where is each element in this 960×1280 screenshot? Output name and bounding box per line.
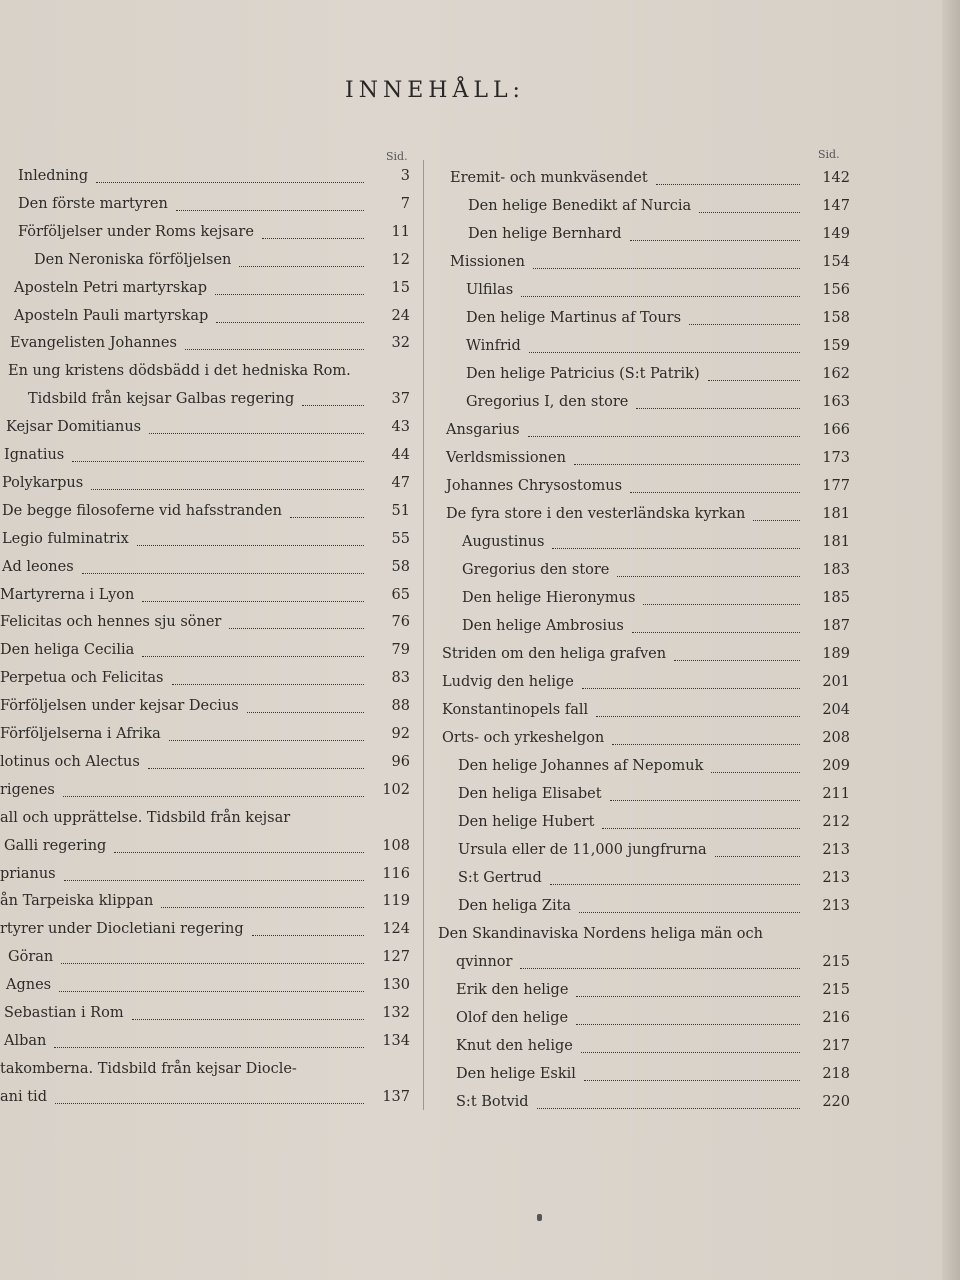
toc-entry-title: Legio fulminatrix — [2, 530, 129, 547]
toc-entry-title: Olof den helige — [456, 1010, 569, 1026]
toc-page-number: 216 — [822, 1010, 850, 1026]
toc-entry — [0, 750, 420, 776]
toc-entry-title: Missionen — [450, 254, 525, 270]
toc-entry-title: Verldsmissionen — [446, 450, 566, 466]
dot-leader — [262, 238, 364, 239]
toc-entry — [0, 1085, 420, 1111]
toc-entry — [430, 698, 870, 724]
toc-page-number: 173 — [822, 450, 850, 466]
toc-entry-title: Den helige Benedikt af Nurcia — [468, 198, 692, 214]
toc-entry — [0, 1029, 420, 1055]
toc-entry-title: Den helige Hieronymus — [462, 590, 636, 606]
dot-leader — [169, 740, 364, 741]
dot-leader — [610, 800, 800, 801]
toc-page-number: 116 — [382, 865, 410, 882]
toc-page-number: 213 — [822, 898, 850, 914]
toc-entry-title: rigenes — [0, 781, 55, 798]
toc-page-number: 183 — [822, 562, 850, 578]
toc-entry — [0, 387, 420, 413]
toc-page-number: 108 — [382, 837, 410, 854]
toc-entry — [0, 722, 420, 748]
toc-page-number: 24 — [391, 307, 410, 324]
toc-entry — [0, 304, 420, 330]
dot-leader — [602, 828, 800, 829]
toc-entry — [0, 471, 420, 497]
dot-leader — [581, 1052, 800, 1053]
toc-entry — [0, 164, 420, 190]
toc-entry-title: Den helige Ambrosius — [462, 618, 624, 634]
toc-entry-title: Förföljelserna i Afrika — [0, 726, 161, 742]
toc-entry — [430, 390, 870, 416]
dot-leader — [114, 852, 364, 853]
toc-page-number: 88 — [391, 698, 410, 715]
toc-entry-title: En ung kristens dödsbädd i det hedniska Rom. — [8, 363, 351, 380]
toc-page-number: 218 — [822, 1066, 850, 1082]
toc-page-number: 92 — [391, 726, 410, 742]
toc-page-number: 96 — [391, 753, 410, 770]
toc-entry-title: Den helige Bernhard — [468, 226, 622, 242]
toc-page-number: 212 — [822, 814, 850, 830]
toc-entry — [0, 610, 420, 636]
toc-entry — [0, 555, 420, 581]
toc-entry-title: Alban — [4, 1032, 47, 1049]
dot-leader — [172, 684, 365, 685]
toc-page-number: 65 — [391, 586, 410, 603]
toc-page-number: 32 — [391, 335, 410, 352]
toc-entry — [430, 474, 870, 500]
toc-entry-title: qvinnor — [456, 954, 513, 970]
dot-leader — [708, 380, 800, 381]
toc-entry-title: Den helige Eskil — [456, 1066, 576, 1082]
toc-entry-title: Agnes — [6, 977, 52, 994]
toc-entry-title: Winfrid — [466, 338, 521, 354]
page-title: INNEHÅLL: — [345, 78, 525, 103]
toc-entry-title: Martyrerna i Lyon — [0, 586, 135, 603]
toc-entry-title: Den heliga Zita — [458, 898, 572, 914]
dot-leader — [550, 884, 800, 885]
toc-entry-title: Ludvig den helige — [442, 674, 574, 690]
toc-entry-title: Den Skandinaviska Nordens heliga män och — [438, 926, 763, 942]
toc-entry-title: S:t Botvid — [456, 1094, 529, 1110]
toc-page-number: 181 — [822, 534, 850, 550]
dot-leader — [552, 548, 800, 549]
dot-leader — [142, 601, 364, 602]
dot-leader — [537, 1108, 800, 1109]
toc-entry — [0, 1057, 420, 1083]
toc-page-number: 102 — [382, 781, 410, 798]
toc-page-number: 147 — [822, 198, 850, 214]
toc-entry-title: Augustinus — [462, 534, 545, 550]
toc-entry — [430, 362, 870, 388]
toc-entry — [430, 558, 870, 584]
toc-page-number: 12 — [391, 251, 410, 268]
toc-entry-title: Evangelisten Johannes — [10, 335, 177, 352]
toc-page-number: 3 — [400, 168, 410, 184]
page-column-label: Sid. — [386, 150, 408, 163]
toc-entry — [430, 642, 870, 668]
dot-leader — [630, 240, 800, 241]
toc-page-number: 220 — [822, 1094, 850, 1110]
toc-page-number: 15 — [391, 279, 410, 296]
dot-leader — [521, 296, 800, 297]
toc-entry — [430, 194, 870, 220]
toc-entry — [430, 894, 870, 920]
toc-page-number: 124 — [382, 921, 410, 938]
toc-page-number: 209 — [822, 758, 850, 774]
dot-leader — [636, 408, 800, 409]
dot-leader — [574, 464, 800, 465]
toc-entry-title: Förföljelsen under kejsar Decius — [0, 698, 239, 715]
toc-entry-title: Den helige Patricius (S:t Patrik) — [466, 366, 700, 382]
toc-page-number: 181 — [822, 506, 850, 522]
toc-entry — [430, 166, 870, 192]
toc-entry-title: S:t Gertrud — [458, 870, 542, 886]
toc-entry — [430, 1006, 870, 1032]
toc-entry-title: Aposteln Petri martyrskap — [14, 279, 208, 296]
toc-entry-title: Förföljelser under Roms kejsare — [18, 223, 254, 240]
toc-entry-title: Polykarpus — [2, 474, 84, 491]
toc-entry — [430, 1090, 870, 1116]
dot-leader — [137, 545, 364, 546]
toc-entry — [0, 220, 420, 246]
toc-page-number: 137 — [382, 1088, 410, 1105]
dot-leader — [612, 744, 800, 745]
dot-leader — [533, 268, 800, 269]
toc-entry — [430, 502, 870, 528]
dot-leader — [290, 517, 364, 518]
toc-entry-title: all och upprättelse. Tidsbild från kejsar — [0, 809, 291, 826]
toc-entry — [430, 1062, 870, 1088]
dot-leader — [132, 1019, 364, 1020]
toc-entry-title: lotinus och Alectus — [0, 753, 140, 770]
toc-page-number: 132 — [382, 1005, 410, 1021]
toc-entry — [0, 443, 420, 469]
toc-entry — [0, 583, 420, 609]
toc-entry — [0, 806, 420, 832]
dot-leader — [239, 266, 364, 267]
toc-page-number: 217 — [822, 1038, 850, 1054]
toc-entry-title: Knut den helige — [456, 1038, 573, 1054]
toc-entry-title: Göran — [8, 949, 54, 966]
dot-leader — [699, 212, 800, 213]
toc-page-number: 119 — [382, 893, 410, 910]
toc-entry-title: Felicitas och hennes sju söner — [0, 614, 222, 631]
toc-page-number: 154 — [822, 254, 850, 270]
toc-entry — [430, 250, 870, 276]
toc-entry — [430, 278, 870, 304]
dot-leader — [72, 461, 364, 462]
toc-page-number: 11 — [391, 223, 410, 240]
dot-leader — [61, 963, 364, 964]
toc-page-number: 44 — [391, 447, 410, 463]
toc-entry-title: rtyrer under Diocletiani regering — [0, 921, 244, 938]
dot-leader — [54, 1047, 364, 1048]
toc-page-number: 134 — [382, 1032, 410, 1049]
dot-leader — [576, 1024, 800, 1025]
toc-entry — [430, 418, 870, 444]
toc-page-number: 204 — [822, 702, 850, 718]
toc-entry — [0, 917, 420, 943]
dot-leader — [596, 716, 800, 717]
toc-page-number: 213 — [822, 842, 850, 858]
toc-entry — [430, 838, 870, 864]
toc-entry — [0, 666, 420, 692]
toc-page-number: 187 — [822, 618, 850, 634]
toc-entry — [0, 331, 420, 357]
toc-page-number: 208 — [822, 730, 850, 746]
toc-entry — [430, 306, 870, 332]
toc-entry — [0, 192, 420, 218]
dot-leader — [149, 433, 364, 434]
toc-entry-title: Galli regering — [4, 837, 107, 854]
toc-entry — [0, 276, 420, 302]
toc-entry-title: Den helige Hubert — [458, 814, 595, 830]
toc-entry-title: Inledning — [18, 168, 89, 184]
dot-leader — [252, 935, 364, 936]
dot-leader — [528, 436, 800, 437]
dot-leader — [148, 768, 364, 769]
toc-entry — [0, 862, 420, 888]
toc-page-number: 79 — [391, 642, 410, 659]
toc-entry — [430, 530, 870, 556]
toc-page-number: 163 — [822, 394, 850, 410]
toc-page-number: 51 — [391, 502, 410, 519]
toc-entry — [0, 889, 420, 915]
toc-page-number: 156 — [822, 282, 850, 298]
toc-entry — [0, 778, 420, 804]
toc-entry-title: Konstantinopels fall — [442, 702, 589, 718]
toc-page-number: 213 — [822, 870, 850, 886]
toc-page-number: 83 — [391, 670, 410, 687]
dot-leader — [584, 1080, 800, 1081]
toc-entry — [430, 754, 870, 780]
toc-entry — [430, 334, 870, 360]
toc-entry — [430, 446, 870, 472]
toc-entry — [0, 359, 420, 385]
toc-page-number: 142 — [822, 170, 850, 186]
dot-leader — [630, 492, 800, 493]
toc-page-number: 43 — [391, 419, 410, 436]
toc-page-number: 55 — [391, 530, 410, 547]
toc-page-number: 189 — [822, 646, 850, 662]
toc-page-number: 159 — [822, 338, 850, 354]
dot-leader — [689, 324, 800, 325]
toc-page-number: 158 — [822, 310, 850, 326]
dot-leader — [161, 907, 364, 908]
toc-entry-title: De fyra store i den vesterländska kyrkan — [446, 506, 746, 522]
toc-page-number: 127 — [382, 949, 410, 966]
toc-entry-title: Den Neroniska förföljelsen — [34, 251, 232, 268]
toc-entry-title: Kejsar Domitianus — [6, 419, 142, 436]
page-edge — [942, 0, 960, 1280]
toc-entry — [430, 586, 870, 612]
toc-entry — [0, 415, 420, 441]
toc-entry — [0, 499, 420, 525]
toc-entry-title: Sebastian i Rom — [4, 1005, 124, 1021]
dot-leader — [617, 576, 800, 577]
dot-leader — [82, 573, 364, 574]
toc-entry — [430, 614, 870, 640]
toc-page-number: 201 — [822, 674, 850, 690]
page-column-label: Sid. — [818, 148, 840, 161]
toc-entry-title: Erik den helige — [456, 982, 569, 998]
dot-leader — [176, 210, 364, 211]
dot-leader — [142, 656, 364, 657]
dot-leader — [632, 632, 800, 633]
dot-leader — [582, 688, 800, 689]
toc-entry-title: ån Tarpeiska klippan — [0, 893, 154, 910]
dot-leader — [59, 991, 364, 992]
dot-leader — [91, 489, 364, 490]
toc-page-number: 37 — [391, 391, 410, 408]
dot-leader — [96, 182, 364, 183]
toc-entry — [0, 527, 420, 553]
dot-leader — [64, 880, 364, 881]
toc-entry-title: Perpetua och Felicitas — [0, 670, 164, 687]
dot-leader — [247, 712, 364, 713]
toc-entry-title: Gregorius den store — [462, 562, 610, 578]
toc-entry — [430, 782, 870, 808]
toc-page-number: 130 — [382, 977, 410, 994]
dot-leader — [302, 405, 364, 406]
toc-entry — [430, 866, 870, 892]
toc-entry-title: Johannes Chrysostomus — [446, 478, 623, 494]
dot-leader — [185, 349, 364, 350]
toc-entry — [430, 726, 870, 752]
toc-entry-title: De begge filosoferne vid hafsstranden — [2, 502, 282, 519]
toc-entry — [430, 810, 870, 836]
toc-entry-title: Gregorius I, den store — [466, 394, 629, 410]
toc-page-number: 149 — [822, 226, 850, 242]
dot-leader — [229, 628, 364, 629]
toc-entry-title: Aposteln Pauli martyrskap — [14, 307, 209, 324]
toc-page-number: 76 — [391, 614, 410, 631]
toc-page-number: 162 — [822, 366, 850, 382]
toc-entry-title: Den förste martyren — [18, 195, 168, 212]
toc-page-number: 215 — [822, 982, 850, 998]
toc-entry — [0, 1001, 420, 1027]
toc-entry-title: Ursula eller de 11,000 jungfrurna — [458, 842, 707, 858]
paper-speck — [537, 1214, 542, 1221]
dot-leader — [55, 1103, 364, 1104]
dot-leader — [216, 322, 364, 323]
toc-entry-title: Den helige Johannes af Nepomuk — [458, 758, 704, 774]
toc-entry — [430, 222, 870, 248]
toc-entry — [0, 945, 420, 971]
toc-entry — [0, 248, 420, 274]
dot-leader — [576, 996, 800, 997]
toc-entry — [0, 834, 420, 860]
toc-entry-title: ani tid — [0, 1088, 47, 1105]
dot-leader — [711, 772, 800, 773]
dot-leader — [715, 856, 800, 857]
toc-entry — [0, 973, 420, 999]
dot-leader — [215, 294, 364, 295]
column-divider — [423, 160, 424, 1110]
toc-entry — [430, 950, 870, 976]
toc-entry-title: prianus — [0, 865, 56, 882]
toc-entry-title: Striden om den heliga grafven — [442, 646, 667, 662]
toc-entry-title: Den heliga Cecilia — [0, 642, 135, 659]
toc-entry — [0, 638, 420, 664]
toc-entry-title: Ansgarius — [446, 422, 520, 438]
dot-leader — [656, 184, 800, 185]
dot-leader — [520, 968, 800, 969]
toc-entry — [430, 978, 870, 1004]
toc-page-number: 7 — [400, 195, 410, 212]
dot-leader — [643, 604, 800, 605]
toc-entry-title: Ad leones — [2, 558, 74, 575]
toc-page-number: 215 — [822, 954, 850, 970]
toc-entry — [430, 922, 870, 948]
toc-entry-title: Tidsbild från kejsar Galbas regering — [28, 391, 295, 408]
toc-page-number: 185 — [822, 590, 850, 606]
dot-leader — [579, 912, 800, 913]
toc-entry — [430, 670, 870, 696]
toc-entry-title: Ignatius — [4, 447, 65, 463]
toc-entry — [0, 694, 420, 720]
toc-entry-title: Den heliga Elisabet — [458, 786, 602, 802]
toc-entry-title: Eremit- och munkväsendet — [450, 170, 648, 186]
dot-leader — [63, 796, 364, 797]
toc-page-number: 177 — [822, 478, 850, 494]
toc-entry-title: Den helige Martinus af Tours — [466, 310, 682, 326]
toc-entry-title: Orts- och yrkeshelgon — [442, 730, 605, 746]
toc-page-number: 47 — [391, 474, 410, 491]
toc-page-number: 58 — [391, 558, 410, 575]
toc-entry-title: takomberna. Tidsbild från kejsar Diocle- — [0, 1060, 297, 1077]
toc-page-number: 211 — [822, 786, 850, 802]
dot-leader — [753, 520, 800, 521]
toc-page-number: 166 — [822, 422, 850, 438]
toc-entry-title: Ulfilas — [466, 282, 514, 298]
dot-leader — [529, 352, 800, 353]
dot-leader — [674, 660, 800, 661]
toc-entry — [430, 1034, 870, 1060]
